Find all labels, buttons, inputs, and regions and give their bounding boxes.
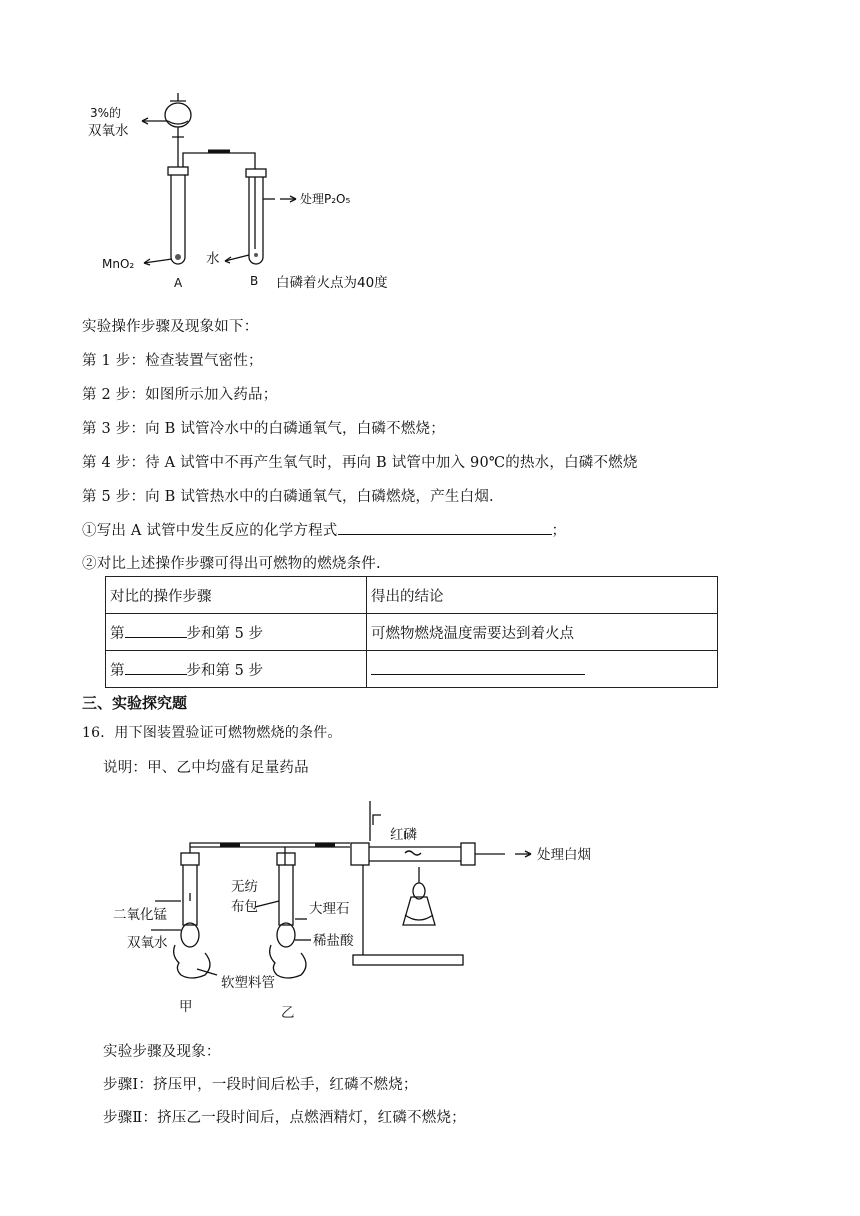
table-cell-conclusion: 可燃物燃烧温度需要达到着火点 (367, 614, 718, 651)
q16-steps-title: 实验步骤及现象： (103, 1044, 221, 1060)
cell-suffix: 步和第 5 步 (186, 662, 263, 679)
table-cell-steps (106, 614, 367, 651)
step-1: 第 1 步：检查装置气密性； (82, 353, 263, 369)
question-1-end: ； (551, 523, 567, 539)
label-mno2-cn: 二氧化锰 (113, 907, 167, 923)
section-heading: 三、实验探究题 (82, 694, 188, 712)
step-2: 第 2 步：如图所示加入药品； (82, 387, 278, 403)
label-yi: 乙 (281, 1005, 295, 1020)
table-row (106, 614, 718, 651)
answer-blank-conclusion[interactable] (371, 660, 585, 675)
label-h2o2-line2: 双氧水 (88, 123, 129, 139)
answer-blank-step-row1[interactable] (125, 623, 187, 638)
label-marble: 大理石 (309, 901, 350, 917)
label-h2o2-line1: 3%的 (90, 106, 122, 120)
question-1-marker: ① (82, 523, 97, 539)
label-soft-tube: 软塑料管 (221, 975, 275, 991)
apparatus-figure-2 (105, 795, 595, 1020)
label-ignition-point: 白磷着火点为40度 (276, 275, 388, 291)
table-header-conclusion: 得出的结论 (367, 577, 718, 614)
cell-prefix: 第 (110, 662, 125, 679)
table-header-row (106, 577, 718, 614)
question-1 (82, 519, 566, 540)
cell-prefix: 第 (110, 625, 125, 642)
question-16-note: 说明：甲、乙中均盛有足量药品 (103, 760, 309, 776)
label-nonwoven-line2: 布包 (231, 899, 258, 915)
label-a: A (174, 276, 183, 290)
label-treat-smoke: 处理白烟 (537, 847, 591, 863)
question-2-marker: ② (82, 556, 97, 572)
steps-title: 实验操作步骤及现象如下： (82, 319, 259, 335)
step-5: 第 5 步：向 B 试管热水中的白磷通氧气，白磷燃烧，产生白烟. (82, 489, 494, 505)
question-1-text: 写出 A 试管中发生反应的化学方程式 (96, 523, 338, 539)
step-3: 第 3 步：向 B 试管冷水中的白磷通氧气，白磷不燃烧； (82, 421, 445, 437)
answer-blank-equation[interactable] (338, 520, 552, 535)
table-row (106, 651, 718, 688)
table-cell-steps (106, 651, 367, 688)
step-4: 第 4 步：待 A 试管中不再产生氧气时，再向 B 试管中加入 90℃的热水，白磷不燃烧 (82, 455, 638, 471)
label-mno2: MnO₂ (102, 257, 135, 271)
label-red-phosphorus: 红磷 (390, 827, 417, 843)
label-nonwoven-line1: 无纺 (231, 879, 258, 895)
question-16-stem: 16．用下图装置验证可燃物燃烧的条件。 (82, 725, 342, 741)
table-header-steps: 对比的操作步骤 (106, 577, 367, 614)
cell-suffix: 步和第 5 步 (186, 625, 263, 642)
table-cell-conclusion (367, 651, 718, 688)
label-jia: 甲 (179, 999, 193, 1015)
label-b: B (250, 274, 259, 288)
label-treat-p2o5: 处理P₂O₅ (300, 192, 351, 206)
answer-blank-step-row2[interactable] (125, 660, 187, 675)
apparatus-figure-1 (80, 85, 420, 295)
label-h2o2-cn: 双氧水 (127, 935, 168, 951)
comparison-table (105, 576, 718, 688)
q16-step-1: 步骤Ⅰ：挤压甲，一段时间后松手，红磷不燃烧； (103, 1077, 418, 1093)
label-hcl: 稀盐酸 (313, 933, 354, 949)
q16-step-2: 步骤Ⅱ：挤压乙一段时间后，点燃酒精灯，红磷不燃烧； (103, 1110, 466, 1126)
label-water: 水 (206, 251, 220, 267)
question-2 (82, 552, 381, 573)
question-2-text: 对比上述操作步骤可得出可燃物的燃烧条件. (96, 556, 381, 572)
